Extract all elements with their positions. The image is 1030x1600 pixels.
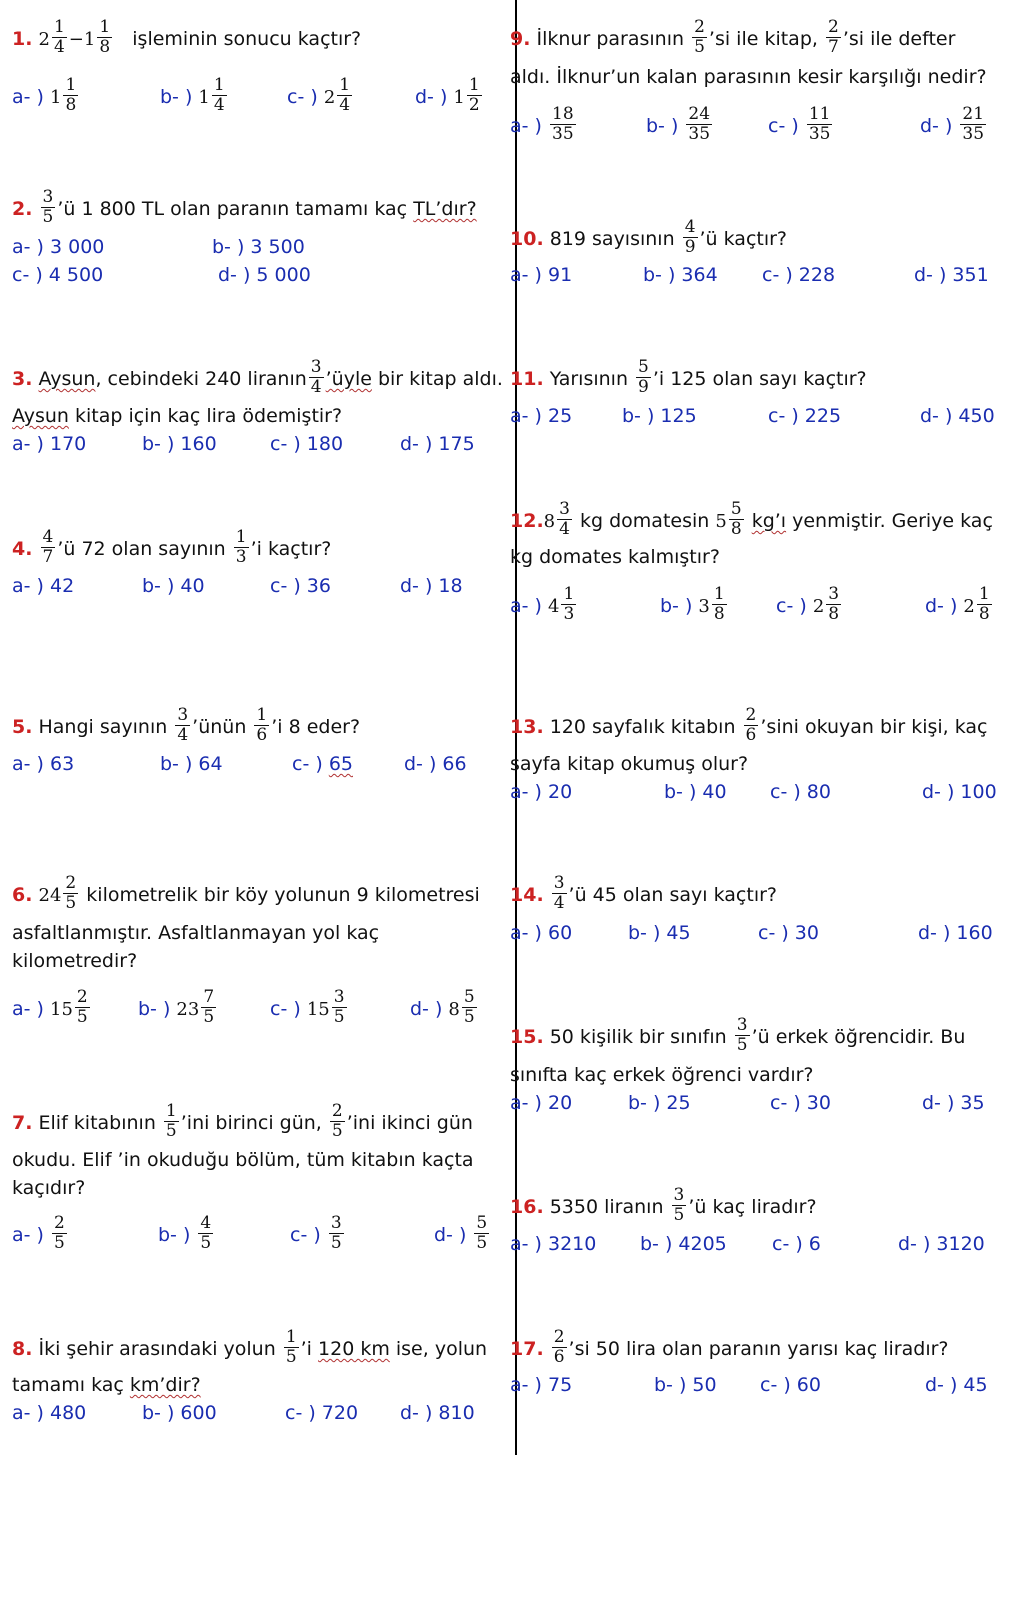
option-c[interactable]: c- ) 2 $\frac{1}{4}$ xyxy=(287,75,351,115)
option-a[interactable]: a- ) 42 xyxy=(12,575,75,597)
option-d[interactable]: d- ) 8 $\frac{5}{5}$ xyxy=(410,987,475,1027)
question-7-stem: 7. Elif kitabının $\frac{1}{5}$ ’ini birinci gün, $\frac{2}{5}$ ’ini ikinci gün xyxy=(12,1101,473,1141)
question-9-stem: 9. İlknur parasının $\frac{2}{5}$ ’si ile kitap, $\frac{2}{7}$ ’si ile defter xyxy=(510,17,956,57)
option-c[interactable]: c- ) 2 $\frac{3}{8}$ xyxy=(776,584,840,624)
option-a[interactable]: a- ) $\frac{18}{35}$ xyxy=(510,104,574,144)
minus-whole: −1 xyxy=(68,29,96,50)
question-15-stem: 15. 50 kişilik bir sınıfın $\frac{3}{5}$ ’ü erkek öğrencidir. Bu xyxy=(510,1015,966,1055)
option-d[interactable]: d- ) 175 xyxy=(400,433,475,455)
option-b[interactable]: b- ) 160 xyxy=(142,433,217,455)
option-a[interactable]: a- ) 15 $\frac{2}{5}$ xyxy=(12,987,88,1027)
option-b[interactable]: b- ) 1 $\frac{1}{4}$ xyxy=(160,75,225,115)
option-d[interactable]: d- ) 160 xyxy=(918,922,993,944)
option-d[interactable]: d- ) 35 xyxy=(922,1092,985,1114)
option-d[interactable]: d- ) 3120 xyxy=(898,1233,985,1255)
question-13-line2: sayfa kitap okumuş olur? xyxy=(510,753,749,775)
option-c[interactable]: c- ) 228 xyxy=(762,264,836,286)
option-d[interactable]: d- ) 5 000 xyxy=(218,264,311,286)
fraction: $\frac{3}{5}$ xyxy=(42,187,54,227)
option-d[interactable]: d- ) 66 xyxy=(404,753,467,775)
question-9-line2: aldı. İlknur’un kalan parasının kesir karşılığı nedir? xyxy=(510,66,987,88)
option-d[interactable]: d- ) 351 xyxy=(914,264,989,286)
option-d[interactable]: d- ) $\frac{21}{35}$ xyxy=(920,104,985,144)
question-6-line2: asfaltlanmıştır. Asfaltlanmayan yol kaç xyxy=(12,922,380,944)
option-b[interactable]: b- ) 45 xyxy=(628,922,691,944)
option-a[interactable]: a- ) $\frac{2}{5}$ xyxy=(12,1213,65,1253)
option-d[interactable]: d- ) 450 xyxy=(920,405,995,427)
question-15-line2: sınıfta kaç erkek öğrenci vardır? xyxy=(510,1064,814,1086)
question-11-stem: 11. Yarısının $\frac{5}{9}$ ’i 125 olan sayı kaçtır? xyxy=(510,357,867,397)
option-b[interactable]: b- ) 25 xyxy=(628,1092,691,1114)
question-10-stem: 10. 819 sayısının $\frac{4}{9}$ ’ü kaçtır? xyxy=(510,217,788,257)
question-12-line2: kg domates kalmıştır? xyxy=(510,546,720,568)
question-5-stem: 5. Hangi sayının $\frac{3}{4}$ ’ünün $\frac{1}{6}$ ’i 8 eder? xyxy=(12,705,361,745)
question-4-stem: 4. $\frac{4}{7}$ ’ü 72 olan sayının $\frac{1}{3}$ ’i kaçtır? xyxy=(12,527,332,567)
option-c[interactable]: c- ) 720 xyxy=(285,1402,359,1424)
option-a[interactable]: a- ) 63 xyxy=(12,753,75,775)
question-7-line2: okudu. Elif ’in okuduğu bölüm, tüm kitabın kaçta xyxy=(12,1149,474,1171)
question-6-line3: kilometredir? xyxy=(12,950,138,972)
question-2-stem: 2. $\frac{3}{5}$ ’ü 1 800 TL olan paranın tamamı kaç TL’dır? xyxy=(12,187,477,227)
option-b[interactable]: b- ) 3 $\frac{1}{8}$ xyxy=(660,584,725,624)
question-13-stem: 13. 120 sayfalık kitabın $\frac{2}{6}$ ’sini okuyan bir kişi, kaç xyxy=(510,705,988,745)
question-7-line3: kaçıdır? xyxy=(12,1177,86,1199)
fraction: $\frac{3}{4}$ xyxy=(310,357,322,397)
option-b[interactable]: b- ) 125 xyxy=(622,405,697,427)
whole-number: 2 xyxy=(38,29,50,50)
question-1-stem xyxy=(12,17,362,59)
option-c[interactable]: c- ) 4 500 xyxy=(12,264,104,286)
option-b[interactable]: b- ) 4205 xyxy=(640,1233,727,1255)
question-number: 1. xyxy=(12,28,33,50)
option-a[interactable]: a- ) 20 xyxy=(510,1092,573,1114)
option-a[interactable]: a- ) 170 xyxy=(12,433,87,455)
option-a[interactable]: a- ) 480 xyxy=(12,1402,87,1424)
option-b[interactable]: b- ) 600 xyxy=(142,1402,217,1424)
option-b[interactable]: b- ) 50 xyxy=(654,1374,717,1396)
option-c[interactable]: c- ) 60 xyxy=(760,1374,821,1396)
option-b[interactable]: b- ) $\frac{4}{5}$ xyxy=(158,1213,212,1253)
question-3-line2: Aysun kitap için kaç lira ödemiştir? xyxy=(12,405,343,427)
option-d[interactable]: d- ) 18 xyxy=(400,575,463,597)
option-a[interactable]: a- ) 91 xyxy=(510,264,573,286)
question-text: işleminin sonucu kaçtır? xyxy=(132,28,362,50)
option-a[interactable]: a- ) 1 $\frac{1}{8}$ xyxy=(12,75,77,115)
option-a[interactable]: a- ) 60 xyxy=(510,922,573,944)
option-a[interactable]: a- ) 20 xyxy=(510,781,573,803)
option-b[interactable]: b- ) 3 500 xyxy=(212,236,305,258)
option-d[interactable]: d- ) 1 $\frac{1}{2}$ xyxy=(415,75,480,115)
option-c[interactable]: c- ) $\frac{11}{35}$ xyxy=(768,104,831,144)
option-d[interactable]: d- ) $\frac{5}{5}$ xyxy=(434,1213,488,1253)
question-16-stem: 16. 5350 liranın $\frac{3}{5}$ ’ü kaç liradır? xyxy=(510,1185,817,1225)
option-c[interactable]: c- ) 225 xyxy=(768,405,842,427)
option-d[interactable]: d- ) 2 $\frac{1}{8}$ xyxy=(925,584,990,624)
question-8-stem: 8. İki şehir arasındaki yolun $\frac{1}{5}$ ’i 120 km ise, yolun xyxy=(12,1327,488,1367)
option-b[interactable]: b- ) 40 xyxy=(664,781,727,803)
option-d[interactable]: d- ) 45 xyxy=(925,1374,988,1396)
fraction: $\frac{1}{8}$ xyxy=(99,17,111,57)
option-b[interactable]: b- ) 64 xyxy=(160,753,223,775)
question-3-stem: 3. Aysun, cebindeki 240 liranın $\frac{3}{4}$ ’üyle bir kitap aldı. xyxy=(12,357,503,397)
option-a[interactable]: a- ) 3 000 xyxy=(12,236,105,258)
option-c[interactable]: c- ) 15 $\frac{3}{5}$ xyxy=(270,987,345,1027)
question-12-stem: 12.8 $\frac{3}{4}$ kg domatesin 5 $\frac{5}{8}$ kg’ı yenmiştir. Geriye kaç xyxy=(510,499,993,539)
option-a[interactable]: a- ) 25 xyxy=(510,405,573,427)
question-17-stem: 17. $\frac{2}{6}$ ’si 50 lira olan paranın yarısı kaç liradır? xyxy=(510,1327,949,1367)
option-b[interactable]: b- ) 40 xyxy=(142,575,205,597)
option-c[interactable]: c- ) 65 xyxy=(292,753,353,775)
option-c[interactable]: c- ) 30 xyxy=(770,1092,831,1114)
option-b[interactable]: b- ) $\frac{24}{35}$ xyxy=(646,104,711,144)
option-c[interactable]: c- ) 36 xyxy=(270,575,331,597)
option-d[interactable]: d- ) 100 xyxy=(922,781,997,803)
question-8-line2: tamamı kaç km’dir? xyxy=(12,1374,201,1396)
option-a[interactable]: a- ) 75 xyxy=(510,1374,573,1396)
option-c[interactable]: c- ) 30 xyxy=(758,922,819,944)
option-d[interactable]: d- ) 810 xyxy=(400,1402,475,1424)
option-c[interactable]: c- ) $\frac{3}{5}$ xyxy=(290,1213,342,1253)
question-14-stem: 14. $\frac{3}{4}$ ’ü 45 olan sayı kaçtır? xyxy=(510,873,777,913)
option-a[interactable]: a- ) 3210 xyxy=(510,1233,597,1255)
option-c[interactable]: c- ) 6 xyxy=(772,1233,821,1255)
question-6-stem: 6. 24 $\frac{2}{5}$ kilometrelik bir köy yolunun 9 kilometresi xyxy=(12,873,480,913)
option-b[interactable]: b- ) 364 xyxy=(643,264,718,286)
fraction: $\frac{1}{4}$ xyxy=(53,17,65,57)
option-b[interactable]: b- ) 23 $\frac{7}{5}$ xyxy=(138,987,215,1027)
option-c[interactable]: c- ) 80 xyxy=(770,781,831,803)
option-c[interactable]: c- ) 180 xyxy=(270,433,344,455)
option-a[interactable]: a- ) 4 $\frac{1}{3}$ xyxy=(510,584,575,624)
